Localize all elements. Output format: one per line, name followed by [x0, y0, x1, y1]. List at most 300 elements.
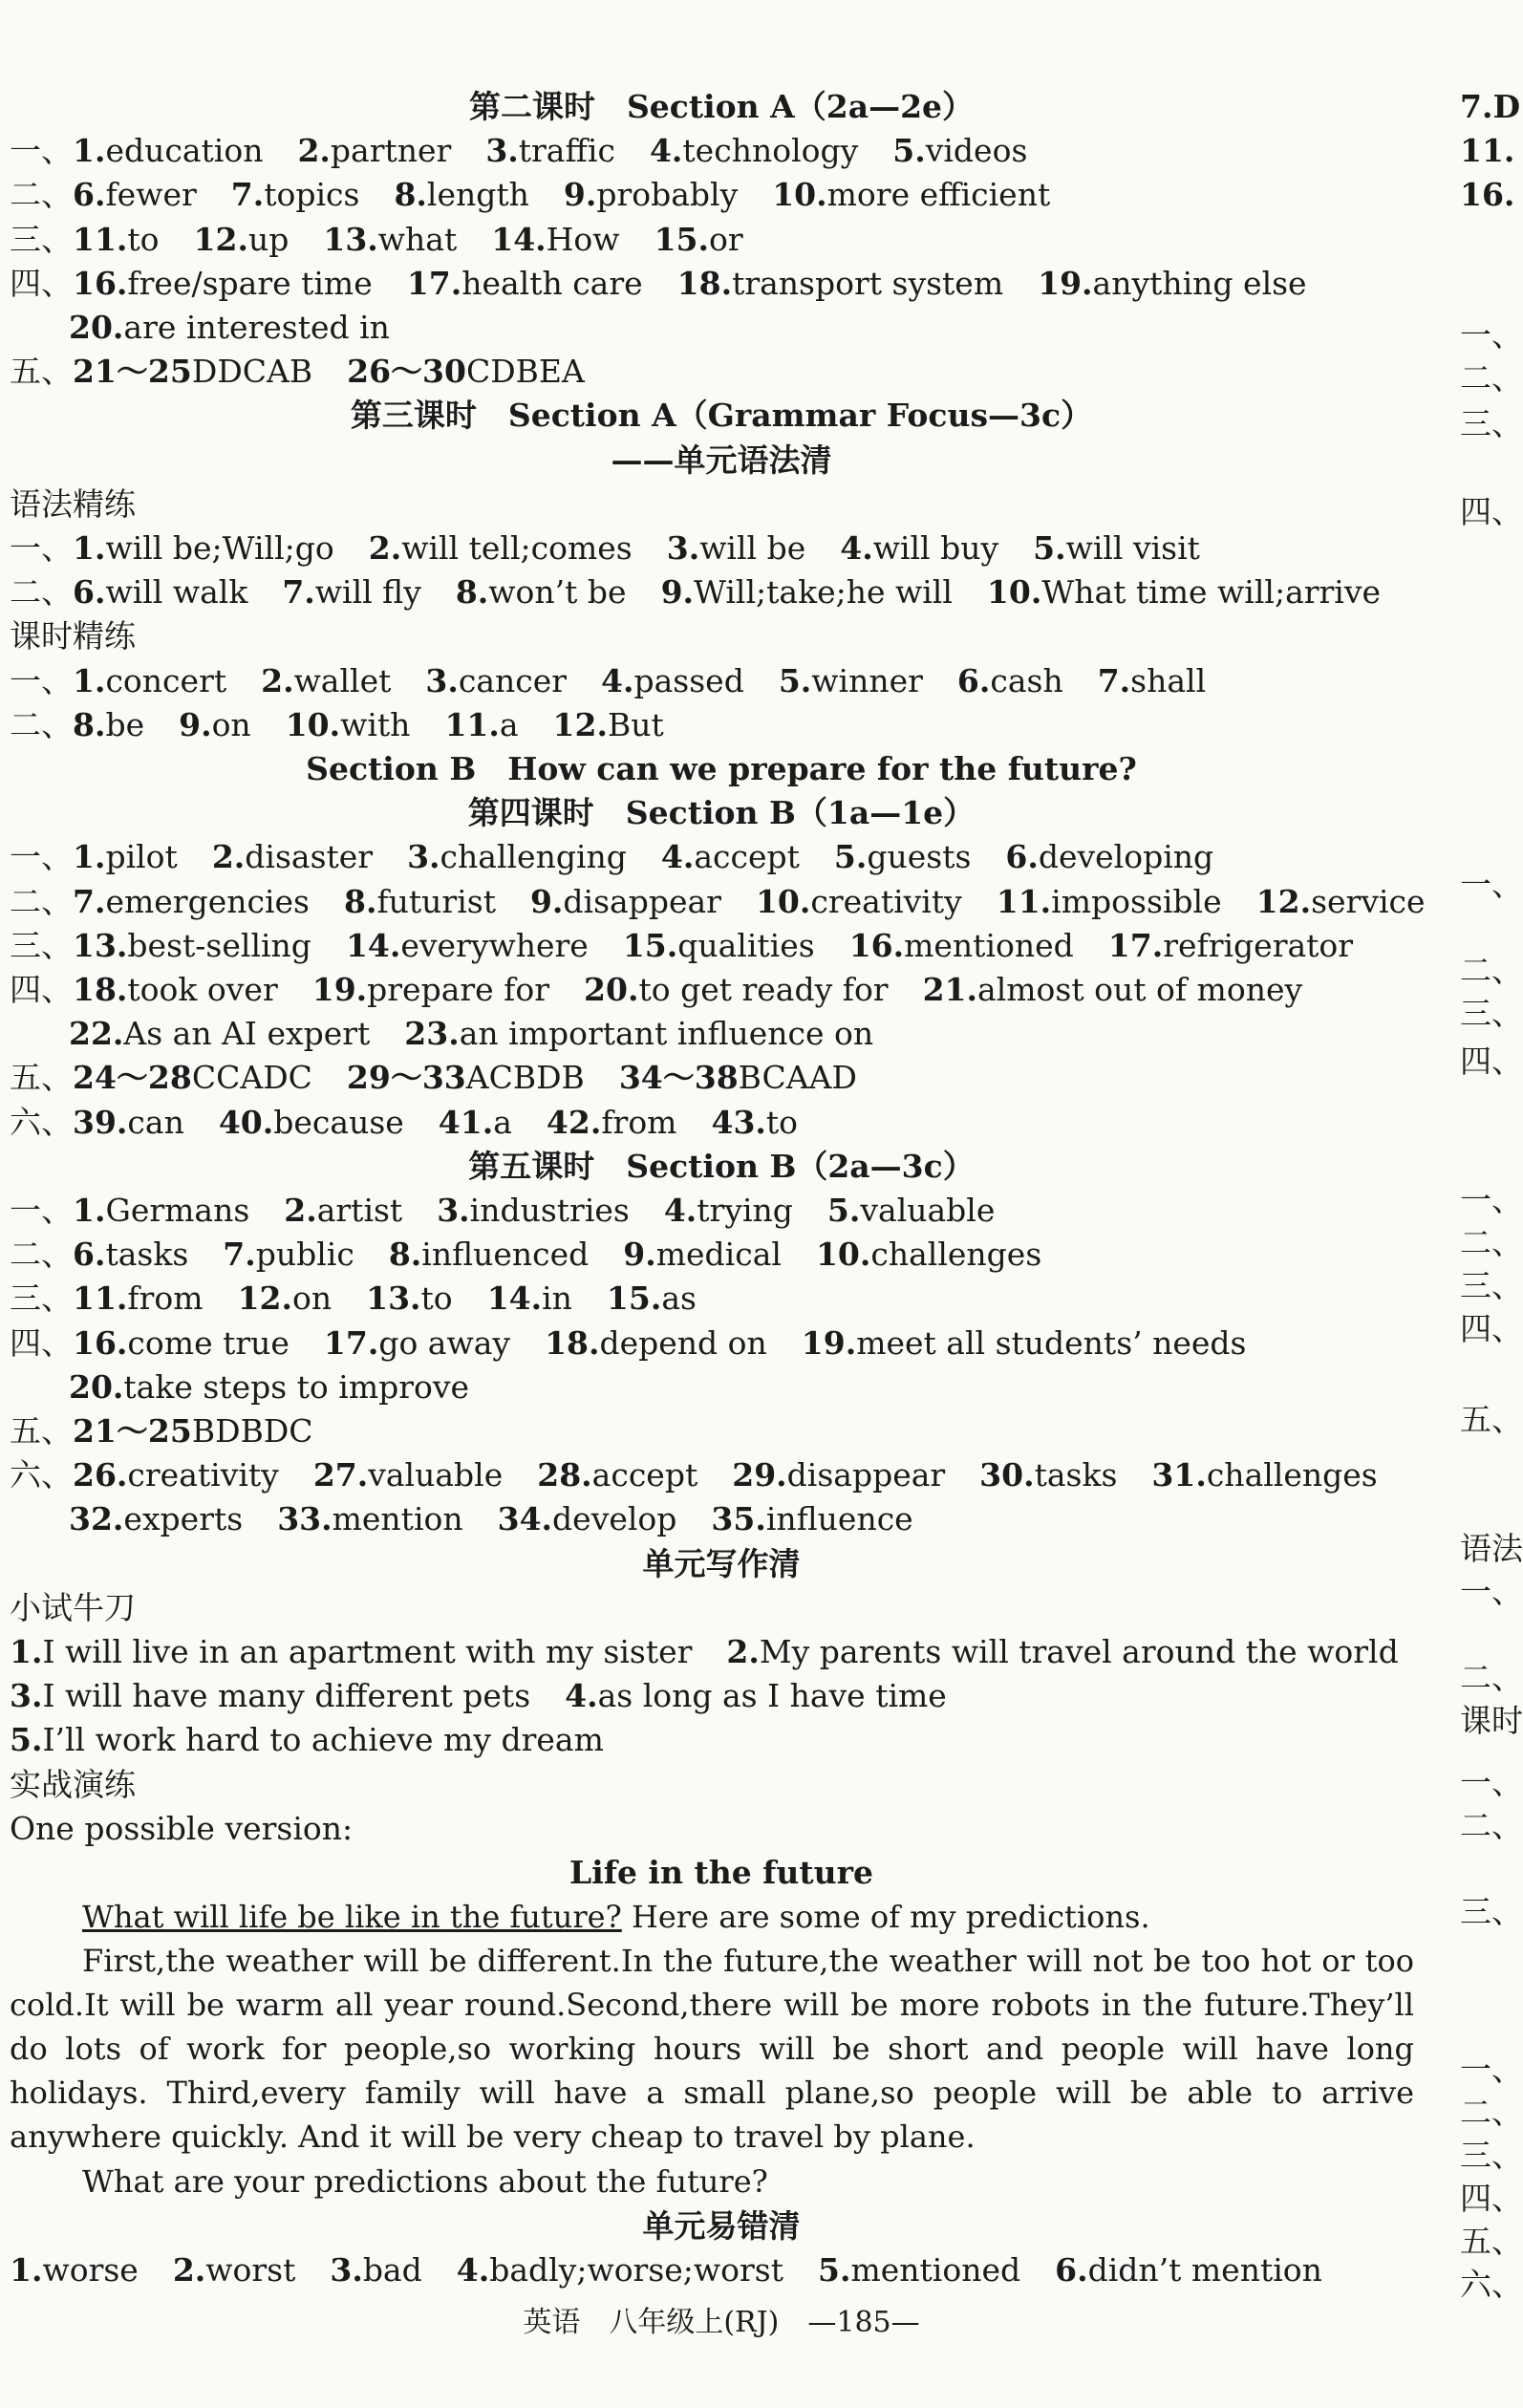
answer-text: Will;take;he will [694, 573, 953, 612]
answer-text: pilot [105, 838, 178, 876]
answer-text: as [661, 1279, 697, 1318]
answer-text: I will live in an apartment with my sister [42, 1633, 693, 1670]
answer-item [444, 706, 518, 743]
sectionB-heading: Section B How can we prepare for the future? [306, 750, 1137, 787]
edge-fragment: 三、 [1460, 1267, 1523, 1304]
essay-intro: Here are some of my predictions. [621, 1899, 1150, 1936]
answer-text: or [708, 220, 743, 258]
answer-item [667, 529, 806, 567]
answer-text: in [542, 1279, 572, 1318]
answer-number: 5. [826, 1192, 861, 1229]
row-label: 一、 [10, 529, 73, 567]
answer-item [73, 132, 263, 169]
answer-item [664, 1192, 793, 1229]
edge-fragment: 五、 [1460, 2223, 1523, 2260]
answer-text: be [105, 705, 145, 743]
writing-practice-label: 实战演练 [10, 1765, 136, 1803]
edge-fragment: 一、 [1460, 1181, 1523, 1218]
answer-number: 5. [1033, 529, 1066, 567]
answer-text: artist [316, 1192, 403, 1229]
answer-text: influence [765, 1500, 913, 1538]
answer-number: 31. [1151, 1456, 1207, 1494]
answer-item [537, 1456, 697, 1494]
answer-text: cancer [458, 661, 568, 699]
answer-item [425, 662, 567, 699]
answer-number: 11. [73, 220, 128, 258]
answer-number: 14. [486, 1279, 543, 1318]
answer-item [282, 573, 421, 611]
answer-item [10, 2251, 139, 2289]
edge-fragment: 一、 [1460, 866, 1523, 903]
answer-number: 33. [277, 1500, 332, 1538]
answer-text: mentioned [850, 2250, 1021, 2289]
answer-number: 18. [545, 1323, 600, 1362]
edge-fragment: 二、 [1460, 952, 1523, 989]
answer-text: trying [697, 1192, 793, 1229]
answer-number: 16. [848, 926, 905, 964]
answer-number: 4. [660, 838, 695, 876]
answer-number: 7. [230, 176, 265, 214]
answer-item [73, 838, 178, 875]
answer-number: 20. [69, 1367, 124, 1406]
answer-item [212, 838, 373, 875]
answer-number: 26～30 [347, 353, 466, 391]
row-label: 三、 [10, 926, 73, 964]
answer-number: 9. [529, 882, 564, 920]
answer-text: What time will;arrive [1041, 573, 1382, 612]
answer-text: disappear [786, 1456, 946, 1494]
answer-text: can [127, 1103, 184, 1141]
row-label: 四、 [10, 971, 73, 1008]
lesson5-row [10, 1279, 731, 1318]
lesson4-row [10, 883, 1460, 921]
answer-item [485, 132, 615, 169]
row-label: 二、 [10, 176, 73, 214]
answer-text: took over [127, 971, 278, 1008]
answer-text: shall [1130, 661, 1207, 699]
answer-number: 5. [892, 132, 926, 170]
answer-number: 2. [261, 661, 294, 699]
answer-item [547, 1104, 677, 1141]
edge-fragment: 11. [1460, 132, 1515, 169]
lesson2-row [10, 265, 1341, 303]
answer-text: valuable [368, 1456, 504, 1494]
edge-fragment: 四、 [1460, 493, 1523, 530]
answer-text: disaster [245, 838, 374, 876]
answer-item [10, 1677, 530, 1714]
answer-number: 7. [223, 1236, 256, 1274]
lesson5-heading: 第五课时 Section B（2a—3c） [468, 1147, 975, 1185]
answer-item [286, 706, 411, 743]
adjacent-page-edge [1460, 0, 1523, 2408]
answer-item [802, 1324, 1247, 1362]
answer-number: 26. [73, 1456, 128, 1494]
answer-item [1108, 927, 1353, 964]
answer-item [173, 2251, 296, 2289]
answer-text: take steps to improve [123, 1367, 470, 1406]
edge-fragment: 三、 [1460, 995, 1523, 1032]
answer-item [834, 838, 972, 875]
row-label: 三、 [10, 220, 73, 258]
answer-text: DDCAB [191, 353, 313, 391]
answer-number: 4. [601, 661, 634, 699]
answer-item [73, 971, 278, 1008]
answer-text: almost out of money [977, 971, 1303, 1008]
answer-item [564, 176, 738, 213]
answer-text: a [499, 705, 519, 743]
answer-text: will buy [872, 529, 999, 567]
answer-number: 12. [1255, 882, 1312, 920]
answer-number: 35. [711, 1500, 766, 1538]
answer-text: didn’t mention [1087, 2250, 1322, 2289]
answer-text: education [105, 132, 264, 170]
lesson3-subheading: ——单元语法清 [611, 441, 832, 479]
answer-text: guests [867, 838, 972, 876]
answer-number: 14. [491, 220, 547, 258]
try-label: 小试牛刀 [10, 1588, 136, 1626]
answer-number: 9. [660, 573, 695, 612]
answer-item [623, 927, 815, 964]
answer-text: BCAAD [738, 1059, 857, 1097]
answer-text: come true [127, 1323, 290, 1362]
answer-number: 17. [323, 1323, 379, 1362]
answer-item [73, 1456, 279, 1494]
answer-item [650, 132, 858, 169]
answer-number: 6. [1055, 2250, 1088, 2289]
page-footer: 英语 八年级上(RJ) —185— [523, 2306, 920, 2339]
answer-item [840, 529, 998, 567]
answer-number: 8. [455, 573, 489, 612]
row-label: 五、 [10, 1412, 73, 1450]
answer-text: qualities [677, 926, 815, 964]
answer-text: a [493, 1103, 512, 1141]
answer-text: will tell;comes [401, 529, 633, 567]
answer-item [1055, 2251, 1322, 2289]
answer-number: 34. [497, 1500, 553, 1538]
answer-number: 14. [345, 926, 401, 964]
answer-item [73, 265, 373, 302]
edge-fragment: 四、 [1460, 1310, 1523, 1347]
answer-number: 2. [211, 838, 246, 876]
answer-item [407, 838, 627, 875]
answer-number: 3. [485, 132, 519, 170]
answer-number: 8. [388, 1236, 422, 1274]
answer-number: 29～33 [346, 1059, 466, 1097]
answer-text: an important influence on [459, 1015, 874, 1053]
answer-number: 1. [73, 529, 106, 567]
essay-title: Life in the future [569, 1854, 873, 1891]
answer-number: 21～25 [73, 1412, 192, 1450]
edge-fragment: 课时 [1460, 1702, 1523, 1739]
row-label: 四、 [10, 264, 73, 302]
answer-item [654, 221, 743, 258]
answer-text: to [420, 1279, 453, 1318]
answer-item [73, 1192, 249, 1229]
answer-item [849, 927, 1074, 964]
answer-item [297, 132, 451, 169]
answer-text: passed [633, 661, 744, 699]
answer-item [437, 1192, 630, 1229]
answer-text: transport system [732, 264, 1004, 302]
answer-number: 4. [649, 132, 683, 170]
grammar-row [10, 529, 1234, 568]
answer-text: what [377, 220, 458, 258]
answer-text: will walk [105, 573, 248, 612]
mistakes-heading: 单元易错清 [642, 2206, 801, 2245]
answer-text: disappear [563, 882, 721, 920]
answer-text: to [765, 1103, 799, 1141]
answer-number: 42. [546, 1103, 602, 1141]
answer-text: futurist [376, 882, 496, 920]
answer-text: won’t be [488, 573, 627, 612]
answer-item [827, 1192, 995, 1229]
answer-item [312, 971, 549, 1008]
lesson5-row [10, 1456, 1412, 1494]
essay-paragraph-3: What are your predictions about the future? [82, 2163, 768, 2201]
lesson2-heading: 第二课时 Section A（2a—2e） [468, 88, 975, 125]
answer-item [346, 927, 589, 964]
answer-text: industries [469, 1192, 630, 1229]
answer-number: 6. [73, 176, 106, 214]
try-row [10, 1677, 981, 1715]
answer-text: mention [332, 1500, 463, 1538]
answer-item [607, 1279, 697, 1317]
answer-text: worse [42, 2250, 139, 2289]
answer-item [726, 1633, 1398, 1670]
lesson4-heading: 第四课时 Section B（1a—1e） [467, 794, 976, 832]
answer-number: 12. [193, 220, 248, 258]
answer-number: 6. [1005, 838, 1039, 876]
lesson2-row [10, 132, 1062, 170]
edge-fragment: 7.D [1460, 88, 1521, 125]
answer-text: will be [699, 529, 806, 567]
answer-item [1005, 838, 1213, 875]
edge-fragment: 一、 [1460, 2051, 1523, 2088]
answer-text: service [1311, 882, 1426, 920]
answer-text: as long as I have time [597, 1677, 947, 1715]
answer-number: 3. [425, 661, 459, 699]
answer-text: badly;worse;worst [489, 2250, 783, 2289]
answer-number: 18. [73, 971, 128, 1008]
answer-item [73, 1104, 184, 1141]
answer-number: 16. [73, 264, 128, 302]
answer-number: 5. [10, 1721, 43, 1759]
answer-text: up [247, 220, 290, 258]
answer-text: probably [596, 176, 739, 214]
edge-fragment: 一、 [1460, 316, 1523, 354]
answer-number: 17. [1107, 926, 1164, 964]
grammar-practice-label: 语法精练 [10, 484, 136, 523]
answer-number: 5. [818, 2250, 851, 2289]
answer-number: 2. [726, 1633, 760, 1670]
answer-item [677, 265, 1003, 302]
answer-number: 6. [956, 661, 991, 699]
answer-text: bad [362, 2250, 422, 2289]
answer-number: 1. [10, 2250, 43, 2289]
answer-item [732, 1456, 945, 1494]
answer-text: refrigerator [1163, 926, 1354, 964]
answer-item [73, 1412, 313, 1450]
answer-item [179, 706, 251, 743]
answer-text: impossible [1051, 882, 1222, 920]
answer-text: develop [552, 1500, 677, 1538]
answer-number: 3. [330, 2250, 363, 2289]
answer-number: 20. [69, 309, 124, 346]
edge-fragment: 二、 [1460, 1659, 1523, 1696]
answer-text: challenges [1206, 1456, 1378, 1494]
answer-number: 24～28 [73, 1059, 192, 1097]
answer-number: 6. [73, 1236, 106, 1274]
answer-text: everywhere [400, 926, 589, 964]
row-label: 一、 [10, 1192, 73, 1229]
row-label: 五、 [10, 353, 73, 391]
answer-text: valuable [860, 1192, 996, 1229]
answer-text: on [292, 1279, 332, 1318]
answer-number: 17. [406, 264, 462, 302]
answer-number: 43. [711, 1103, 766, 1141]
answer-item [73, 883, 310, 920]
answer-number: 2. [172, 2250, 206, 2289]
answer-number: 41. [438, 1103, 494, 1141]
answer-item [997, 883, 1222, 920]
answer-item [1256, 883, 1426, 920]
lesson4-row [69, 1015, 908, 1053]
answer-number: 19. [801, 1323, 857, 1362]
answer-number: 30. [979, 1456, 1035, 1494]
answer-number: 4. [456, 2250, 490, 2289]
lesson2-row [69, 309, 424, 347]
answer-item [457, 2251, 783, 2289]
answer-number: 22. [69, 1015, 124, 1053]
answer-text: creativity [127, 1456, 279, 1494]
answer-number: 13. [73, 926, 128, 964]
answer-text: best-selling [127, 926, 311, 964]
answer-number: 15. [654, 220, 709, 258]
answer-text: challenges [870, 1236, 1042, 1274]
answer-text: tasks [105, 1236, 189, 1274]
answer-item [219, 1104, 404, 1141]
answer-text: go away [378, 1323, 511, 1362]
answer-item [330, 2251, 421, 2289]
answer-text: will be;Will;go [105, 529, 334, 567]
answer-item [69, 309, 390, 346]
answer-text: from [601, 1103, 677, 1141]
answer-number: 21～25 [73, 353, 192, 391]
answer-number: 1. [10, 1633, 43, 1670]
answer-text: BDBDC [191, 1412, 313, 1450]
answer-text: developing [1038, 838, 1214, 876]
answer-item [238, 1279, 332, 1317]
answer-text: medical [655, 1236, 782, 1274]
row-label: 三、 [10, 1279, 73, 1318]
answer-number: 4. [565, 1677, 598, 1715]
answer-item [347, 353, 585, 390]
answer-item [979, 1456, 1117, 1494]
answer-item [661, 573, 953, 611]
answer-number: 8. [394, 176, 427, 214]
answer-number: 19. [1038, 264, 1093, 302]
edge-fragment: 三、 [1460, 405, 1523, 442]
answer-number: 15. [622, 926, 678, 964]
writing-heading: 单元写作清 [642, 1544, 801, 1582]
answer-item [1151, 1456, 1377, 1494]
answer-number: 19. [311, 971, 368, 1008]
answer-item [10, 1633, 692, 1670]
answer-item [404, 1015, 873, 1052]
answer-item [73, 529, 334, 567]
version-label: One possible version: [10, 1809, 354, 1847]
answer-text: CCADC [191, 1059, 312, 1097]
answer-item [69, 1015, 370, 1052]
answer-number: 12. [552, 705, 608, 743]
answer-text: fewer [105, 176, 197, 214]
answer-item [584, 971, 889, 1008]
edge-fragment: 四、 [1460, 1043, 1523, 1080]
row-label: 五、 [10, 1059, 73, 1097]
answer-number: 7. [282, 573, 315, 612]
answer-text: public [255, 1236, 354, 1274]
row-label: 一、 [10, 661, 73, 699]
answer-number: 40. [218, 1103, 274, 1141]
answer-item [73, 1059, 312, 1096]
answer-text: wallet [293, 661, 392, 699]
answer-item [73, 706, 144, 743]
answer-item [601, 662, 744, 699]
answer-item [553, 706, 664, 743]
lesson5-row [10, 1412, 348, 1451]
answer-number: 5. [833, 838, 868, 876]
answer-item [711, 1104, 798, 1141]
answer-item [313, 1456, 503, 1494]
answer-number: 39. [73, 1103, 128, 1141]
answer-item [344, 883, 496, 920]
edge-fragment: 16. [1460, 176, 1515, 213]
edge-fragment: 二、 [1460, 2094, 1523, 2131]
edge-fragment: 三、 [1460, 2137, 1523, 2174]
answer-number: 7. [1097, 661, 1131, 699]
answer-number: 12. [237, 1279, 292, 1318]
answer-item [223, 1236, 354, 1273]
row-label: 六、 [10, 1456, 73, 1494]
answer-number: 10. [986, 573, 1042, 612]
answer-number: 3. [666, 529, 700, 567]
answer-item [73, 1236, 188, 1273]
answer-item [987, 573, 1381, 611]
answer-text: I will have many different pets [42, 1677, 531, 1715]
answer-item [73, 353, 312, 390]
row-label: 二、 [10, 1236, 73, 1274]
answer-item [1038, 265, 1306, 302]
answer-text: prepare for [367, 971, 550, 1008]
lesson2-row [10, 353, 619, 391]
row-label: 六、 [10, 1103, 73, 1141]
answer-item [487, 1279, 572, 1317]
answer-number: 2. [368, 529, 402, 567]
row-label: 二、 [10, 705, 73, 743]
lesson5-row [69, 1500, 948, 1538]
answer-text: My parents will travel around the world [759, 1633, 1399, 1670]
answer-text: experts [123, 1500, 244, 1538]
answer-item [491, 221, 619, 258]
answer-number: 34～38 [618, 1059, 739, 1097]
answer-text: videos [925, 132, 1028, 170]
answer-item [923, 971, 1303, 1008]
lesson-practice-label: 课时精练 [10, 617, 136, 656]
answer-item [73, 662, 226, 699]
answer-item [892, 132, 1027, 169]
edge-fragment: 二、 [1460, 1807, 1523, 1844]
answer-item [73, 221, 160, 258]
